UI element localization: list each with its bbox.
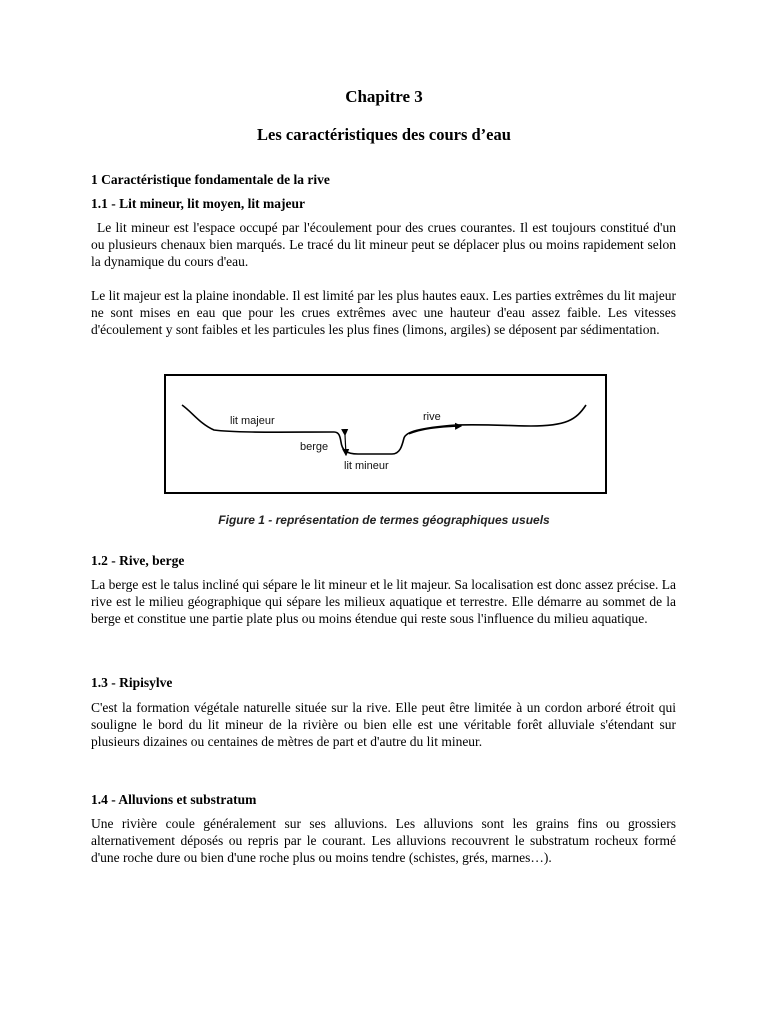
chapter-number: Chapitre 3 <box>345 87 423 106</box>
label-berge: berge <box>300 441 329 453</box>
section-1-3-heading: 1.3 - Ripisylve <box>91 675 173 690</box>
paragraph-lit-majeur: Le lit majeur est la plaine inondable. Il est limité par les plus hautes eaux. Les parties extrêmes du lit majeur ne sont mises en eau que pour les crues extrêmes avec une hauteur d'eau assez faible. Les vitesses d'écoulement y sont faibles et les particules les plus fines (limons, argiles) se déposent par sédimentation. <box>91 288 676 337</box>
label-lit-majeur: lit majeur <box>230 415 275 427</box>
bed-profile-line <box>182 405 586 454</box>
label-lit-mineur: lit mineur <box>344 460 389 472</box>
river-cross-section-figure <box>164 374 607 494</box>
berge-arrow <box>345 435 346 455</box>
chapter-title: Les caractéristiques des cours d’eau <box>257 125 511 144</box>
figure-caption: Figure 1 - représentation de termes géographiques usuels <box>218 513 550 527</box>
paragraph-rive-berge: La berge est le talus incliné qui sépare le lit mineur et le lit majeur. Sa localisation est donc assez précise. La rive est le milieu géographique qui sépare les milieux aquatique et terrestre. Elle démarre au sommet de la berge et constitue une partie plate plus ou moins étendue qui reste sous l'influence du milieu aquatique. <box>91 577 676 626</box>
section-1-2-heading: 1.2 - Rive, berge <box>91 553 185 568</box>
section-1-heading: 1 Caractéristique fondamentale de la rive <box>91 172 330 187</box>
label-rive: rive <box>423 411 441 423</box>
paragraph-ripisylve: C'est la formation végétale naturelle située sur la rive. Elle peut être limitée à un cordon arboré étroit qui souligne le bord du lit mineur de la rivière ou bien elle est une véritable forêt alluviale s'étendant sur plusieurs dizaines ou centaines de mètres de part et d'autre du lit mineur. <box>91 700 676 749</box>
paragraph-lit-mineur: Le lit mineur est l'espace occupé par l'écoulement pour des crues courantes. Il est toujours constitué d'un ou plusieurs chenaux bien marqués. Le tracé du lit mineur peut se déplacer plus ou moins rapidement selon la dynamique du cours d'eau. <box>91 220 676 269</box>
section-1-4-heading: 1.4 - Alluvions et substratum <box>91 792 257 807</box>
paragraph-alluvions: Une rivière coule généralement sur ses alluvions. Les alluvions sont les grains fins ou grossiers alternativement déposés ou repris par le courant. Les alluvions recouvrent le substratum rocheux formé d'une roche dure ou bien d'une roche plus ou moins tendre (schistes, grés, marnes…). <box>91 816 676 865</box>
river-cross-section-drawing <box>166 376 609 496</box>
section-1-1-heading: 1.1 - Lit mineur, lit moyen, lit majeur <box>91 196 305 211</box>
